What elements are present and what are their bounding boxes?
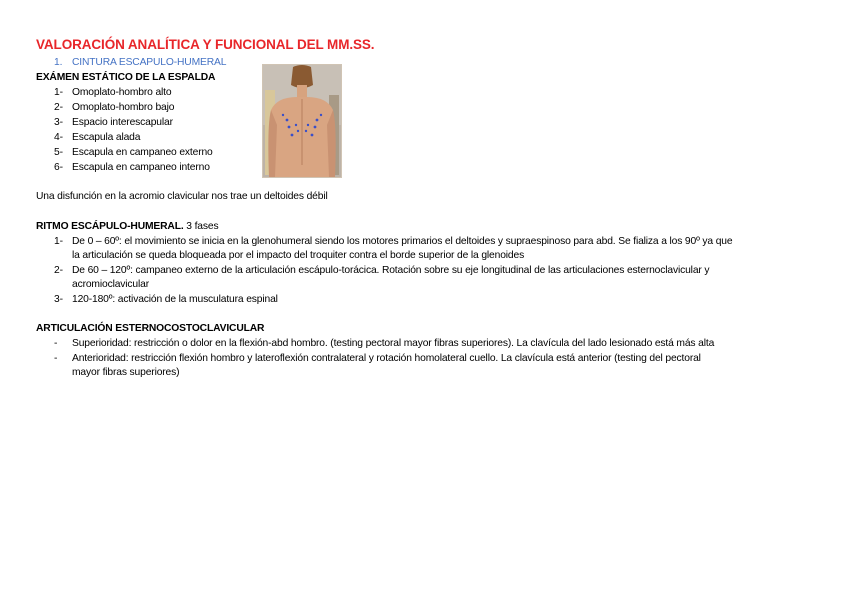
list-item-number: 1- <box>54 87 63 98</box>
list-item-text: Superioridad: restricción o dolor en la flexión-abd hombro. (testing pectoral mayor fibras superiores). La clavícula del lado lesionado está más alta <box>72 338 715 349</box>
list-item-text: De 0 – 60º: el movimiento se inicia en la glenohumeral siendo los motores primarios el deltoides y supraespinoso para abd. Se fializa a los 90º ya que <box>72 236 733 247</box>
section-label: CINTURA ESCAPULO-HUMERAL <box>72 57 227 68</box>
list-item-number: 6- <box>54 162 63 173</box>
static-exam-heading: EXÁMEN ESTÁTICO DE LA ESPALDA <box>36 72 216 83</box>
section-number: 1. <box>54 57 63 68</box>
list-item <box>54 116 173 130</box>
list-item <box>54 293 278 307</box>
list-item-number: 5- <box>54 147 63 158</box>
list-item <box>54 86 171 100</box>
list-item <box>54 352 701 366</box>
list-item-text: Escapula alada <box>72 132 141 143</box>
list-item-text: Espacio interescapular <box>72 117 173 128</box>
list-item-bullet: - <box>54 353 58 364</box>
list-item <box>54 235 732 249</box>
list-item-number: 2- <box>54 265 63 276</box>
note-text: Una disfunción en la acromio clavicular nos trae un deltoides débil <box>36 191 328 202</box>
list-item-text: De 60 – 120º: campaneo externo de la articulación escápulo-torácica. Rotación sobre su eje longitudinal de las articulaciones esternoclavicular y <box>72 265 710 276</box>
section-heading <box>54 56 226 70</box>
list-item-number: 3- <box>54 117 63 128</box>
list-item-text: Anterioridad: restricción flexión hombro y lateroflexión contralateral y rotación homolateral cuello. La clavícula está anterior (testing del pectoral <box>72 353 701 364</box>
list-item-text: Omoplato-hombro alto <box>72 87 172 98</box>
list-item-text: Omoplato-hombro bajo <box>72 102 175 113</box>
list-item-bullet: - <box>54 338 58 349</box>
list-item-number: 3- <box>54 294 63 305</box>
list-item-continuation: acromioclavicular <box>72 279 149 290</box>
list-item-text: Escapula en campaneo externo <box>72 147 213 158</box>
list-item-number: 4- <box>54 132 63 143</box>
list-item-number: 2- <box>54 102 63 113</box>
list-item-continuation: mayor fibras superiores) <box>72 367 180 378</box>
page-title: VALORACIÓN ANALÍTICA Y FUNCIONAL DEL MM.SS. <box>36 37 375 52</box>
list-item <box>54 337 714 351</box>
list-item-text: Escapula en campaneo interno <box>72 162 210 173</box>
back-photo-drawing <box>263 65 341 177</box>
list-item-continuation: la articulación se queda bloqueada por el impacto del troquiter contra el borde superior de la glenoides <box>72 250 525 261</box>
list-item <box>54 131 140 145</box>
list-item <box>54 264 709 278</box>
rhythm-heading-label: RITMO ESCÁPULO-HUMERAL. <box>36 221 184 232</box>
list-item-number: 1- <box>54 236 63 247</box>
rhythm-heading-suffix: 3 fases <box>183 221 219 232</box>
rhythm-heading <box>36 220 218 234</box>
list-item <box>54 146 213 160</box>
list-item <box>54 161 210 175</box>
sternoclavicular-heading: ARTICULACIÓN ESTERNOCOSTOCLAVICULAR <box>36 323 265 334</box>
list-item <box>54 101 174 115</box>
list-item-text: 120-180º: activación de la musculatura espinal <box>72 294 278 305</box>
back-photo-image <box>262 64 342 178</box>
